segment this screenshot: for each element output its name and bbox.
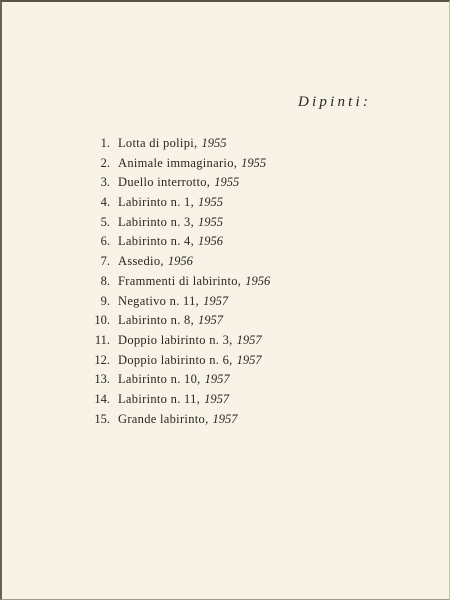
item-year: 1955 bbox=[198, 214, 224, 229]
list-item bbox=[76, 213, 270, 233]
item-year: 1956 bbox=[198, 234, 224, 249]
list-item bbox=[76, 351, 270, 371]
item-number: 1. bbox=[100, 136, 110, 150]
item-title: Labirinto n. 8, bbox=[118, 313, 195, 328]
list-item bbox=[76, 410, 270, 430]
item-title: Assedio, bbox=[118, 254, 164, 269]
item-number: 2. bbox=[100, 155, 110, 170]
list-item bbox=[76, 173, 270, 193]
item-number: 10. bbox=[94, 313, 110, 328]
item-title: Labirinto n. 3, bbox=[118, 214, 195, 229]
item-year: 1955 bbox=[241, 155, 267, 170]
list-item bbox=[76, 252, 270, 272]
list-item bbox=[76, 311, 270, 331]
item-year: 1957 bbox=[204, 372, 230, 387]
list-item bbox=[76, 292, 270, 312]
item-number: 8. bbox=[100, 273, 110, 288]
list-item bbox=[76, 134, 270, 154]
item-number: 6. bbox=[100, 234, 110, 249]
item-year: 1955 bbox=[201, 136, 227, 150]
item-title: Doppio labirinto n. 6, bbox=[118, 352, 233, 367]
list-item bbox=[76, 390, 270, 410]
item-number: 5. bbox=[100, 214, 110, 229]
item-year: 1957 bbox=[203, 293, 229, 308]
item-title: Grande labirinto, bbox=[118, 411, 209, 426]
list-item bbox=[76, 232, 270, 252]
paintings-list bbox=[76, 134, 270, 429]
item-year: 1957 bbox=[236, 332, 262, 347]
item-year: 1957 bbox=[198, 313, 224, 328]
item-title: Negativo n. 11, bbox=[118, 293, 200, 308]
item-title: Labirinto n. 10, bbox=[118, 372, 201, 387]
item-number: 9. bbox=[100, 293, 110, 308]
item-number: 7. bbox=[100, 254, 110, 269]
item-title: Labirinto n. 11, bbox=[118, 391, 201, 406]
item-title: Labirinto n. 4, bbox=[118, 234, 195, 249]
section-heading: Dipinti: bbox=[298, 94, 372, 110]
item-year: 1957 bbox=[204, 391, 230, 406]
list-item bbox=[76, 193, 270, 213]
item-number: 14. bbox=[94, 391, 110, 406]
item-title: Doppio labirinto n. 3, bbox=[118, 332, 233, 347]
item-title: Animale immaginario, bbox=[118, 155, 238, 170]
item-title: Labirinto n. 1, bbox=[118, 195, 195, 210]
item-number: 11. bbox=[94, 332, 110, 347]
item-title: Duello interrotto, bbox=[118, 175, 211, 190]
item-number: 3. bbox=[100, 175, 110, 190]
item-number: 13. bbox=[94, 372, 110, 387]
list-item bbox=[76, 154, 270, 174]
item-year: 1957 bbox=[236, 352, 262, 367]
list-item bbox=[76, 272, 270, 292]
item-year: 1955 bbox=[198, 195, 224, 210]
item-year: 1957 bbox=[212, 411, 238, 426]
item-title: Lotta di polipi, bbox=[118, 136, 198, 150]
item-number: 12. bbox=[94, 352, 110, 367]
item-title: Frammenti di labirinto, bbox=[118, 273, 242, 288]
list-item bbox=[76, 370, 270, 390]
list-item bbox=[76, 331, 270, 351]
item-year: 1956 bbox=[245, 273, 271, 288]
item-year: 1955 bbox=[214, 175, 240, 190]
item-number: 4. bbox=[100, 195, 110, 210]
item-year: 1956 bbox=[167, 254, 193, 269]
item-number: 15. bbox=[94, 411, 110, 426]
